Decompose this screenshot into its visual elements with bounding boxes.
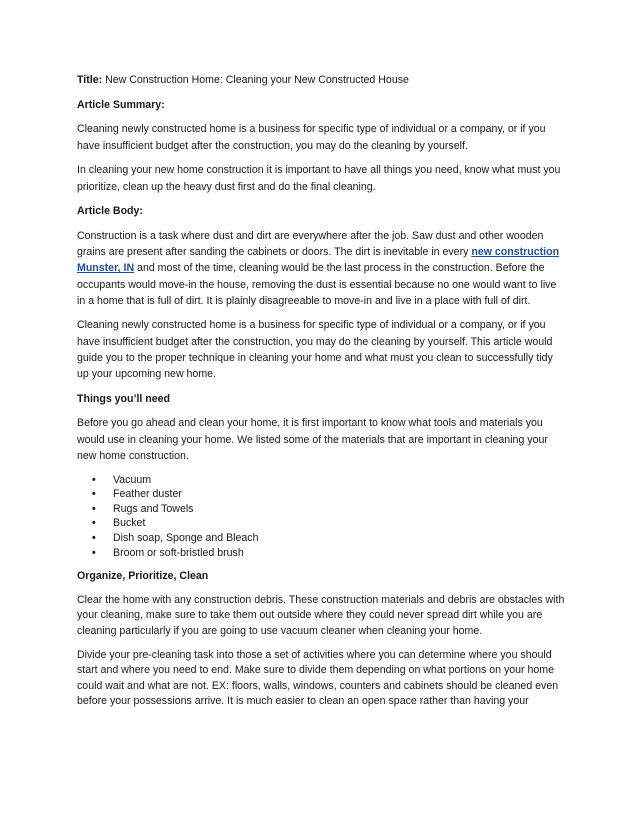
body-p1-after: and most of the time, cleaning would be the last process in the construction. Before the occupants would move-in the house, removing the dust is essential because no one would want to live in a home that is full of dirt. It is plainly disagreeable to move-in and live in a place with full of dirt. xyxy=(77,262,557,307)
body-paragraph-2: Cleaning newly constructed home is a business for specific type of individual or a company, or if you have insufficient budget after the construction, you may do the cleaning by yourself. This article would guide you to the proper technique in cleaning your home and what must you clean to successfully tidy up your upcoming new home. xyxy=(77,319,553,381)
list-item-label: Bucket xyxy=(113,517,146,530)
bullet-icon: • xyxy=(92,517,96,530)
body-p1-before: Construction is a task where dust and dirt are everywhere after the job. Saw dust and other wooden grains are present after sanding the cabinets or doors. The dirt is inevitable in every xyxy=(77,229,544,259)
list-item xyxy=(77,546,567,561)
summary-paragraph-2: In cleaning your new home construction it is important to have all things you need, know what must you prioritize, clean up the heavy dust first and do the final cleaning. xyxy=(77,164,561,193)
organize-heading: Organize, Prioritize, Clean xyxy=(77,570,209,583)
organize-paragraph-1: Clear the home with any construction debris. These construction materials and debris are obstacles with your cleaning, make sure to take them out outside where they could never spread dirt while you are cleaning particularly if you are going to use vacuum cleaner when cleaning your home. xyxy=(77,594,565,637)
body-heading: Article Body: xyxy=(77,205,143,218)
organize-section xyxy=(77,569,567,709)
list-item xyxy=(77,516,567,531)
things-heading: Things you’ll need xyxy=(77,392,170,405)
list-item-label: Broom or soft-bristled brush xyxy=(113,546,244,559)
title-label: Title: xyxy=(77,74,103,86)
list-item xyxy=(77,502,567,517)
list-item xyxy=(77,473,567,488)
bullet-icon: • xyxy=(92,531,96,544)
list-item-label: Rugs and Towels xyxy=(113,502,194,515)
bullet-icon: • xyxy=(92,546,96,559)
bullet-icon: • xyxy=(92,502,96,515)
summary-heading: Article Summary: xyxy=(77,98,165,111)
document-page xyxy=(77,72,567,709)
title-text: New Construction Home: Cleaning your New Constructed House xyxy=(102,74,409,86)
new-construction-link[interactable]: new construction Munster, IN xyxy=(77,246,560,275)
list-item xyxy=(77,531,567,546)
list-item-label: Dish soap, Sponge and Bleach xyxy=(113,531,259,544)
bullet-icon: • xyxy=(92,488,96,501)
list-item-label: Feather duster xyxy=(113,488,182,501)
list-item xyxy=(77,487,567,502)
article-title xyxy=(77,72,567,88)
summary-paragraph-1: Cleaning newly constructed home is a business for specific type of individual or a company, or if you have insufficient budget after the construction, you may do the cleaning by yourself. xyxy=(77,123,546,152)
things-intro: Before you go ahead and clean your home, it is first important to know what tools and materials you would use in cleaning your home. We listed some of the materials that are important in cleaning your new home construction. xyxy=(77,417,548,462)
list-item-label: Vacuum xyxy=(113,473,152,486)
organize-paragraph-2: Divide your pre-cleaning task into those a set of activities where you can determine where you should start and where you need to end. Make sure to divide them depending on what portions on your home could wait and what are not. EX: floors, walls, windows, counters and cabinets should be cleaned even before your possessions arrive. It is much easier to clean an open space rather than having your xyxy=(77,648,559,707)
body-paragraph-1 xyxy=(77,228,567,309)
materials-list xyxy=(77,473,567,561)
bullet-icon: • xyxy=(92,473,96,486)
